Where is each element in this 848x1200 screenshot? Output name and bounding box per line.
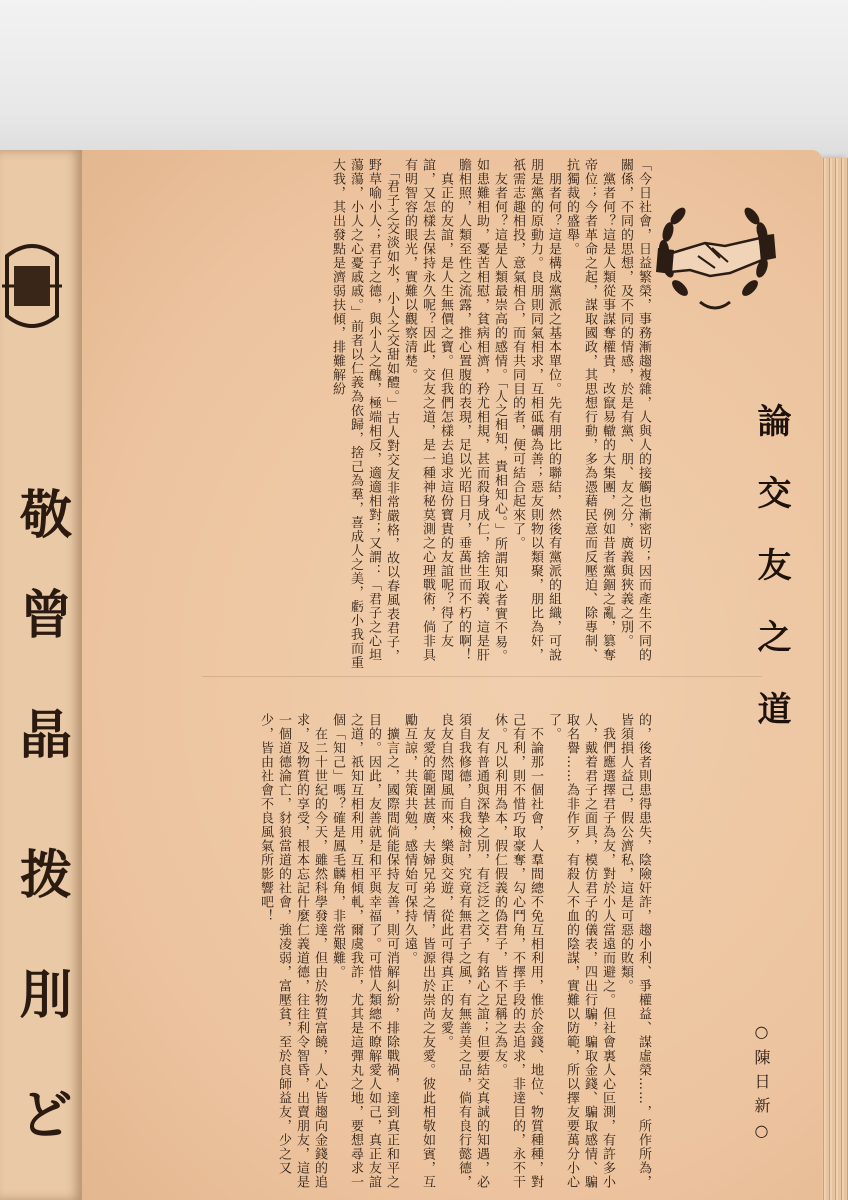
- article-title: 論交友之道: [751, 403, 791, 763]
- article-body-lower: 的，後者則患得患失，陰險奸詐，趨小利、爭權益、謀虛榮……，所作所為，皆須損人益己，假公濟私，這是可惡的敗類。 我們應選擇君子為友，對於小人當遠而避之。但社會裏人心叵測，有許多小人，戴着君子之面具，模仿君子的儀表，四出行騙，騙取金錢、騙取感情、騙取名譽……為非作歹，有殺人不血的陰謀，實難以防範，所以擇友要萬分小心了。 不論那一個社會，人羣間總不免互相利用，惟於金錢、地位、物質種種，對己有利，則不惜巧取豪奪，勾心鬥角，不擇手段的去追求，非達目的，永不干休。凡以利用為本，假仁假義的偽君子，皆不足稱之為友。 友有普通與深摯之別，有泛泛之交，有銘心之誼；但要結交真誠的知遇，必須自我修德，自我檢討，究竟有無君子之風，有無善美之品，倘有良行懿德，良友自然聞風而來，樂與交遊，從此可得真正的友愛。 友愛的範圍甚廣，夫婦兄弟之情，皆源出於崇尚之友愛。彼此相敬如賓，互勵互諒，共策共勉，感情始可保持久遠。 擴言之，國際間倘能保持友善，則可消解糾紛，排除戰禍，達到真正和平之目的。因此，友善就是和平與幸福了。可惜人類總不瞭解愛人如己，真正友誼之道，祇知互相利用，互相傾軋，爾虞我詐，尤其是這彈丸之地，要想尋求一個「知己」嗎？確是鳳毛麟角，非常艱難。 在二十世紀的今天，雖然科學發達，但由於物質富饒，人心皆趨向金錢的追求，及物質的享受，根本忘記什麼仁義道德，往往利令智昏，出賣朋友，這是一個道德淪亡，豺狼當道的社會，強凌弱，富壓貧，至於良師益友，少之又少，皆由社會不良風氣所影響吧！: [258, 713, 651, 1189]
- author-byline: ○陳日新○: [752, 1022, 771, 1148]
- left-page-char: 晶: [20, 705, 73, 766]
- article-page: [82, 150, 822, 1200]
- left-page-char: ど: [20, 1085, 73, 1146]
- left-page-char: 刖: [20, 965, 73, 1026]
- left-facing-page: [0, 150, 82, 1200]
- article-body-upper: 「今日社會，日益繁榮，事務漸趨複雜，人與人的接觸也漸密切；因而產生不同的關係，不同的思想，及不同的情感，於是有黨、朋、友之分，廣義與狹義之別。 黨者何？這是人類從事謀奪權貴，改竄易轍的大集團，例如昔者黨錮之亂，篡奪帝位；今者革命之起，謀取國政，其思想行動，多為憑藉民意而反壓迫、除專制、抗獨裁的盛舉。 朋者何？這是構成黨派之基本單位。先有朋比的聯結，然後有黨派的組織，可說朋是黨的原動力。良朋則同氣相求，互相砥礪為善；惡友則物以類聚，朋比為奸，祇需志趣相投，意氣相合，而有共同目的者，便可結合起來了。 友者何？這是人類最崇高的感情。「人之相知，貴相知心。」所謂知心者實不易。如患難相助，憂苦相慰，貧病相濟，矜尤相規，甚而殺身成仁，捨生取義，這是肝膽相照，人類至性之流露，推心置腹的表現，足以光昭日月，垂萬世而不朽的啊！ 真正的友誼，是人生無價之寶。但我們怎樣去追求這份寶貴的友誼呢？得了友誼，又怎樣去保持永久呢？因此，交友之道，是一種神秘莫測之心理戰術，倘非具有明智容的眼光，實難以觀察清楚。 「君子之交淡如水，小人之交甜如醴。」古人對交友非常嚴格，故以春風表君子，野草喻小人；君子之德，與小人之醜，極端相反，適適相對；又謂：「君子之心坦蕩蕩，小人之心憂戚戚。」前者以仁義為依歸，捨己為羣，喜成人之美，虧小我而重大我，其出發點是濟弱扶傾，排難解紛: [330, 158, 651, 670]
- page-edges: [820, 158, 848, 1200]
- left-page-char: 曾: [20, 585, 73, 646]
- handshake-wreath-icon: [650, 198, 780, 323]
- left-page-char: 敬: [20, 485, 73, 546]
- left-page-char: 拨: [20, 845, 73, 906]
- left-page-ornament-icon: [2, 236, 62, 336]
- section-divider: [202, 676, 762, 677]
- scan-background: [0, 0, 848, 160]
